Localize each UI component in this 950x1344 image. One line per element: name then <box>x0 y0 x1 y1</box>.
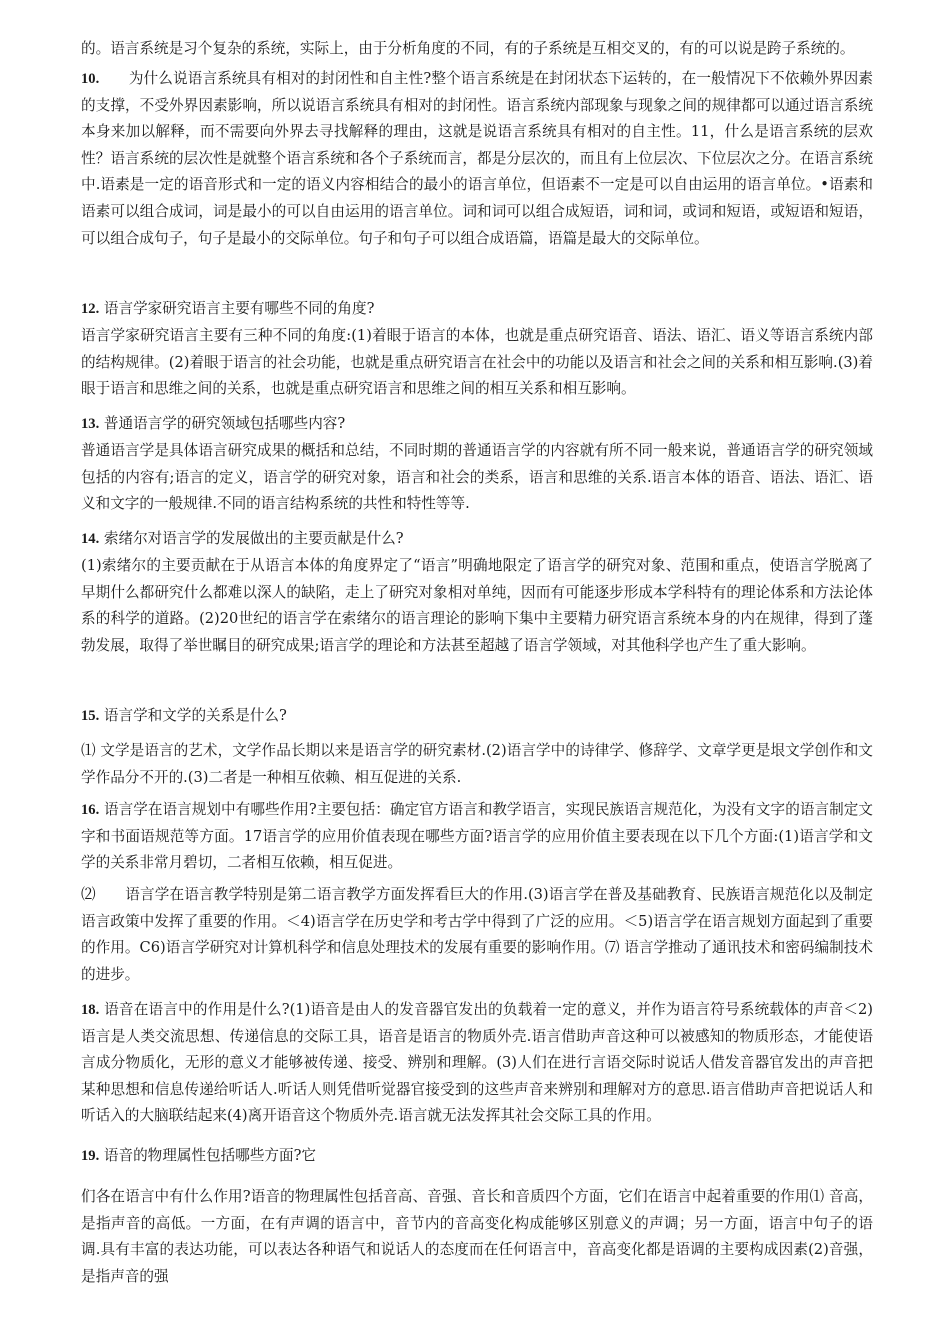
paragraph-text: 的。语言系统是习个复杂的系统，实际上，由于分析角度的不同，有的子系统是互相交叉的，有的可以说是跨子系统的。 <box>81 40 855 57</box>
paragraph-text: 语言学家研究语言主要有三种不同的角度:(1)着眼于语言的本体，也就是重点研究语音、语法、语汇、语义等语言系统内部的结构规律。(2)着眼于语言的社会功能，也就是重点研究语言在社会中的功能以及语言和社会之间的关系和相互影响.(3)着眼于语言和思维之间的关系，也就是重点研究语言和思维之间的相互关系和相互影响。 <box>81 327 873 398</box>
item-number: 10. <box>81 71 100 87</box>
item-number: 18. <box>81 1002 100 1018</box>
paragraph-text: 语音在语言中的作用是什么?(1)语音是由人的发音器官发出的负载着一定的意义，并作为语言符号系统载体的声音＜2)语言是人类交流思想、传递信息的交际工具，语音是语言的物质外壳.语言借助声音这种可以被感知的物质形态，才能使语言成分物质化，无形的意义才能够被传递、接受、辨别和理解。(3)人们在进行言语交际时说话人借发音器官发出的声音把某种思想和信息传递给听话人.听话人则凭借听觉器官接受到的这些声音来辨别和理解对方的意思.语言借助声音把说话人和听话入的大脑联结起来(4)离开语音这个物质外壳.语言就无法发挥其社会交际工具的作用。 <box>81 1001 874 1125</box>
paragraph-text: 为什么说语言系统具有相对的封闭性和自主性?整个语言系统是在封闭状态下运转的，在一般情况下不依赖外界因素的支撑，不受外界因素影响，所以说语言系统具有相对的封闭性。语言系统内部现象与现象之间的规律都可以通过语言系统本身来加以解释，而不需要向外界去寻找解释的理由，这就是说语言系统具有相对的自主性。11，什么是语言系统的层欢性？语言系统的层次性是就整个语言系统和各个子系统而言，都是分层次的，而且有上位层次、下位层次之分。在语言系统中.语素是一定的语音形式和一定的语义内容相结合的最小的语言单位，但语素不一定是可以自由运用的语言单位。•语素和语素可以组合成词，词是最小的可以自由运用的语言单位。词和词可以组合成短语，词和词，或词和短语，或短语和短语，可以组合成句子，句子是最小的交际单位。句子和句子可以组合成语篇，语篇是最大的交际单位。 <box>81 70 873 247</box>
item-15-question <box>81 703 873 730</box>
item-number: 13. <box>81 416 100 432</box>
item-19-answer <box>81 1184 873 1290</box>
paragraph-continuation <box>81 36 873 63</box>
paragraph-text: (1)索绪尔的主要贡献在于从语言本体的角度界定了“语言”明确地限定了语言学的研究对象、范围和重点，使语言学脱离了早期什么都研究什么都难以深人的缺陷，走上了研究对象相对单纯，因而有可能逐步形成本学科特有的理论体系和方法论体系的科学的道路。(2)20世纪的语言学在索绪尔的语言理论的影响下集中主要精力研究语言系统本身的内在规律，得到了蓬勃发展，取得了举世瞩目的研究成果;语言学的理论和方法甚至超越了语言学领域，对其他科学也产生了重大影响。 <box>81 557 873 654</box>
question-text: 语音的物理属性包括哪些方面?它 <box>103 1147 317 1164</box>
item-14-question <box>81 526 873 553</box>
item-10 <box>81 66 873 252</box>
item-number: 12. <box>81 301 100 317</box>
item-18 <box>81 997 873 1130</box>
paragraph-text: 语言学在语言规划中有哪些作用?主要包括：确定官方语言和教学语言，实现民族语言规范化，为没有文字的语言制定文字和书面语规范等方面。17语言学的应用价值表现在哪些方面?语言学的应用价值主要表现在以下几个方面:(1)语言学和文学的关系非常月碧切，二者相互依赖，相互促进。 <box>81 801 873 872</box>
item-13-question <box>81 411 873 438</box>
item-19-question <box>81 1143 873 1170</box>
question-text: 语言学和文学的关系是什么? <box>103 707 287 724</box>
item-number: 19. <box>81 1148 100 1164</box>
item-16 <box>81 797 873 877</box>
paragraph-text: ⑵ 语言学在语言教学特别是第二语言教学方面发挥看巨大的作用.(3)语言学在普及基础教育、民族语言规范化以及制定语言政策中发挥了重要的作用。＜4)语言学在历史学和考古学中得到了广泛的应用。＜5)语言学在语言规划方面起到了重要的作用。C6)语言学研究对计算机科学和信息处理技术的发展有重要的影响作用。⑺ 语言学推动了通讯技术和密码编制技术的进步。 <box>81 886 873 983</box>
question-text: 普通语言学的研究领域包括哪些内容? <box>103 415 346 432</box>
paragraph-text: 普通语言学是具体语言研究成果的概括和总结，不同时期的普通语言学的内容就有所不同一般来说，普通语言学的研究领域包括的内容有;语言的定义，语言学的研究对象，语言和社会的类系，语言和思维的关系.语言本体的语音、语法、语汇、语义和文字的一般规律.不同的语言结构系统的共性和特性等等. <box>81 442 873 513</box>
paragraph-text: 们各在语言中有什么作用?语音的物理属性包括音高、音强、音长和音质四个方面，它们在语言中起着重要的作用⑴ 音高，是指声音的高低。一方面，在有声调的语言中，音节内的音高变化构成能够区别意义的声调；另一方面，语言中句子的语调.具有丰富的表达功能，可以表达各种语气和说话人的态度而在任何语言中，音高变化都是语调的主要构成因素(2)音强，是指声音的强 <box>81 1188 873 1285</box>
item-12-question <box>81 296 873 323</box>
item-12-answer <box>81 323 873 403</box>
item-15-answer <box>81 738 873 791</box>
question-text: 索绪尔对语言学的发展做出的主要贡献是什么? <box>103 530 404 547</box>
question-text: 语言学家研究语言主要有哪些不同的角度? <box>103 300 375 317</box>
item-13-answer <box>81 438 873 518</box>
item-number: 14. <box>81 531 100 547</box>
item-number: 15. <box>81 708 100 724</box>
item-number: 16. <box>81 802 100 818</box>
item-17-continued <box>81 882 873 988</box>
paragraph-text: ⑴ 文学是语言的艺术，文学作品长期以来是语言学的研究素材.(2)语言学中的诗律学、修辞学、文章学更是垠文学创作和文学作品分不开的.(3)二者是一种相互依赖、相互促进的关系. <box>81 742 873 786</box>
item-14-answer <box>81 553 873 659</box>
